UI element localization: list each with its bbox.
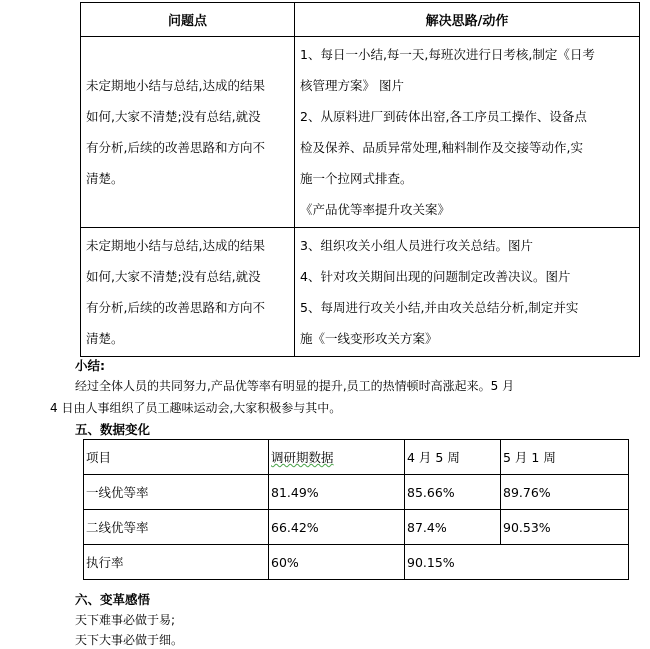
cell-value: 66.42% [269,510,405,545]
header-problem: 问题点 [81,3,295,37]
problem-cell [81,228,295,357]
action-line: 4、针对攻关期间出现的问题制定改善决议。图片 [300,269,571,284]
cell-value: 85.66% [405,475,501,510]
header-item: 项目 [84,440,269,475]
table-row [84,545,629,580]
header-solution: 解决思路/动作 [295,3,640,37]
problem-solution-table [80,2,640,357]
solution-cell [295,228,640,357]
problem-line: 有分析,后续的改善思路和方向不 [86,140,265,155]
summary-heading: 小结: [75,358,105,373]
section-6-heading: 六、变革感悟 [75,592,151,607]
row-label: 执行率 [84,545,269,580]
section-6-line-1: 天下难事必做于易; [75,613,176,627]
problem-line: 清楚。 [86,171,124,186]
header-apr-week5: 4 月 5 周 [405,440,501,475]
problem-cell [81,37,295,228]
cell-value: 87.4% [405,510,501,545]
cell-value: 90.53% [501,510,629,545]
table-row [84,475,629,510]
problem-line: 清楚。 [86,331,124,346]
header-baseline: 调研期数据 [269,440,405,475]
problem-line: 如何,大家不清楚;没有总结,就没 [86,269,261,284]
cell-value: 60% [269,545,405,580]
problem-line: 未定期地小结与总结,达成的结果 [86,238,265,253]
section-6-line-2: 天下大事必做于细。 [75,633,184,647]
problem-line: 有分析,后续的改善思路和方向不 [86,300,265,315]
problem-line: 如何,大家不清楚;没有总结,就没 [86,109,261,124]
table-row [81,228,640,357]
summary-line-1: 经过全体人员的共同努力,产品优等率有明显的提升,员工的热情顿时高涨起来。5 月 [75,379,515,393]
section-5-heading: 五、数据变化 [75,422,151,437]
row-label: 二线优等率 [84,510,269,545]
row-label: 一线优等率 [84,475,269,510]
data-change-table [83,439,629,580]
solution-cell [295,37,640,228]
cell-value: 90.15% [405,545,629,580]
action-line: 3、组织攻关小组人员进行攻关总结。图片 [300,238,533,253]
cell-value: 89.76% [501,475,629,510]
table-header-row [84,440,629,475]
table-row [81,37,640,228]
action-line: 检及保养、品质异常处理,釉料制作及交接等动作,实 [300,140,583,155]
cell-value: 81.49% [269,475,405,510]
action-line: 《产品优等率提升攻关案》 [300,202,451,217]
table-header-row [81,3,640,37]
action-line: 1、每日一小结,每一天,每班次进行日考核,制定《日考 [300,47,595,62]
action-line: 施一个拉网式排查。 [300,171,413,186]
action-line: 2、从原料进厂到砖体出窑,各工序员工操作、设备点 [300,109,587,124]
action-line: 核管理方案》 图片 [300,78,404,93]
header-may-week1: 5 月 1 周 [501,440,629,475]
table-row [84,510,629,545]
action-line: 施《一线变形攻关方案》 [300,331,438,346]
action-line: 5、每周进行攻关小结,并由攻关总结分析,制定并实 [300,300,579,315]
summary-line-2: 4 日由人事组织了员工趣味运动会,大家积极参与其中。 [50,401,342,415]
problem-line: 未定期地小结与总结,达成的结果 [86,78,265,93]
